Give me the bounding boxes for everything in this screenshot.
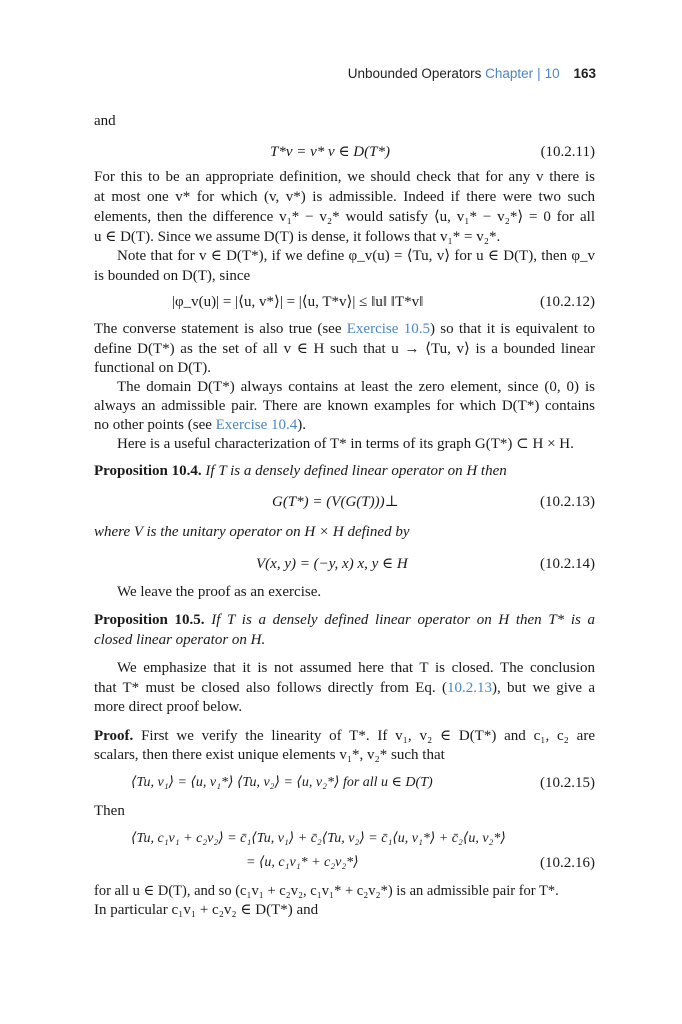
text-line: define D(T*) as the set of all v ∈ H such that u → ⟨Tu, v⟩ is a bounded linear	[94, 341, 595, 357]
text-span: The converse statement is also true (see	[94, 321, 347, 337]
text-span: no other points (see	[94, 417, 216, 433]
text-line: The domain D(T*) always contains at least the zero element, since (0, 0) is	[117, 379, 595, 395]
text-line: where V is the unitary operator on H × H defined by	[94, 524, 410, 540]
proof-label: Proof.	[94, 728, 134, 744]
header-title: Unbounded Operators	[347, 66, 482, 81]
equation-10-2-12: |φ_v(u)| = |⟨u, v*⟩| = |⟨u, T*v⟩| ≤ ‖u‖ ‖T*v‖	[172, 294, 424, 310]
equation-10-2-13: G(T*) = (V(G(T)))⊥	[272, 494, 399, 510]
text-line: u ∈ D(T). Since we assume D(T) is dense, it follows that v₁* = v₂*.	[94, 229, 501, 245]
text-line: In particular c₁v₁ + c₂v₂ ∈ D(T*) and	[94, 902, 319, 918]
text-line: elements, then the difference v₁* − v₂* would satisfy ⟨u, v₁* − v₂*⟩ = 0 for all	[94, 209, 595, 225]
text-line	[94, 678, 595, 698]
text-line: more direct proof below.	[94, 699, 243, 715]
text-line	[94, 319, 595, 339]
equation-number: (10.2.13)	[540, 494, 595, 510]
proof-line	[94, 726, 595, 746]
running-header	[348, 66, 596, 81]
equation-10-2-16-cont: = ⟨u, c₁v₁* + c₂v₂*⟩	[246, 855, 359, 870]
proposition-text: If T is a densely defined linear operator on H then T* is a	[211, 612, 596, 628]
text-line: always an admissible pair. There are known examples for which D(T*) contains	[94, 398, 595, 414]
text-line: scalars, then there exist unique elements v₁*, v₂* such that	[94, 747, 445, 763]
equation-number: (10.2.12)	[540, 294, 595, 310]
equation-10-2-16: ⟨Tu, c₁v₁ + c₂v₂⟩ = c̄₁⟨Tu, v₁⟩ + c̄₂⟨Tu, v₂⟩ = c̄₁⟨u, v₁*⟩ + c̄₂⟨u, v₂*⟩	[131, 831, 506, 846]
equation-10-2-15: ⟨Tu, v₁⟩ = ⟨u, v₁*⟩ ⟨Tu, v₂⟩ = ⟨u, v₂*⟩ for all u ∈ D(T)	[131, 775, 433, 790]
equation-number: (10.2.15)	[540, 775, 595, 791]
text-line: For this to be an appropriate definition, we should check that for any v there is	[94, 169, 595, 185]
text-line: for all u ∈ D(T), and so (c₁v₁ + c₂v₂, c₁v₁* + c₂v₂*) is an admissible pair for T*.	[94, 883, 559, 899]
text-line: We emphasize that it is not assumed here that T is closed. The conclusion	[117, 660, 595, 676]
exercise-10-4-link[interactable]: Exercise 10.4	[215, 417, 298, 433]
text-line: functional on D(T).	[94, 360, 212, 376]
proposition-10-5	[94, 610, 595, 630]
text-span: ).	[297, 417, 307, 433]
text-line: Then	[94, 803, 125, 819]
text-line: closed linear operator on H.	[94, 632, 266, 648]
page-number: 163	[573, 66, 596, 81]
text-line: is bounded on D(T), since	[94, 268, 251, 284]
text-line: at most one v* for which (v, v*) is admissible. Indeed if there were two such	[94, 189, 595, 205]
equation-10-2-11: T*v = v* v ∈ D(T*)	[270, 144, 390, 160]
proposition-label: Proposition 10.4.	[94, 463, 202, 479]
text-line: and	[94, 113, 116, 129]
header-separator: |	[537, 66, 541, 81]
header-chapter-label: Chapter	[485, 66, 534, 81]
equation-10-2-13-link[interactable]: 10.2.13	[446, 680, 492, 696]
text-line: Here is a useful characterization of T* in terms of its graph G(T*) ⊂ H × H.	[117, 436, 574, 452]
equation-number: (10.2.11)	[540, 144, 595, 160]
text-span: ) so that it is equivalent to	[429, 321, 595, 337]
text-span: First we verify the linearity of T*. If v₁, v₂ ∈ D(T*) and c₁, c₂ are	[141, 728, 595, 744]
proposition-10-4	[94, 461, 595, 481]
proposition-label: Proposition 10.5.	[94, 612, 205, 628]
proposition-text: If T is a densely defined linear operator on H then	[205, 463, 507, 479]
text-line: Note that for v ∈ D(T*), if we define φ_v(u) = ⟨Tu, v⟩ for u ∈ D(T), then φ_v	[117, 248, 595, 264]
equation-10-2-14: V(x, y) = (−y, x) x, y ∈ H	[256, 556, 408, 572]
text-line	[94, 415, 595, 435]
text-span: that T* must be closed also follows directly from Eq. (	[94, 680, 447, 696]
exercise-10-5-link[interactable]: Exercise 10.5	[346, 321, 430, 337]
equation-number: (10.2.14)	[540, 556, 595, 572]
text-span: ), but we give a	[491, 680, 596, 696]
equation-number: (10.2.16)	[540, 855, 595, 871]
header-chapter-number: 10	[544, 66, 560, 81]
text-line: We leave the proof as an exercise.	[117, 584, 322, 600]
